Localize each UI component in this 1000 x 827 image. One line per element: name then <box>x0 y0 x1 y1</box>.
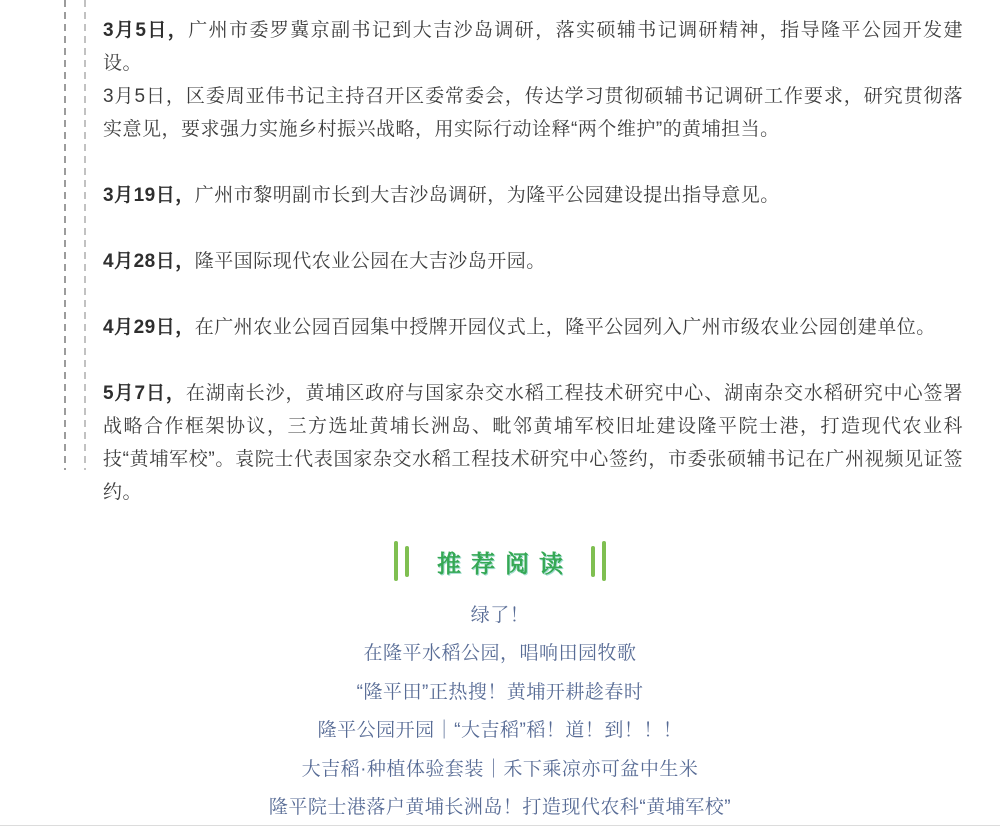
entry-text: 区委周亚伟书记主持召开区委常委会，传达学习贯彻硕辅书记调研工作要求，研究贯彻落实意见，要求强力实施乡村振兴战略，用实际行动诠释“两个维护”的黄埔担当。 <box>103 86 963 140</box>
timeline-entry <box>103 179 963 212</box>
entry-text: 在湖南长沙，黄埔区政府与国家杂交水稻工程技术研究中心、湖南杂交水稻研究中心签署战略合作框架协议，三方选址黄埔长洲岛、毗邻黄埔军校旧址建设隆平院士港，打造现代农业科技“黄埔军校”。袁院士代表国家杂交水稻工程技术研究中心签约，市委张硕辅书记在广州视频见证签约。 <box>103 383 963 503</box>
timeline-entry <box>103 245 963 278</box>
entry-date: 5月7日， <box>103 383 186 404</box>
entry-text: 广州市黎明副市长到大吉沙岛调研，为隆平公园建设提出指导意见。 <box>194 185 780 206</box>
entry-date: 3月5日， <box>103 20 189 41</box>
recommended-article-link[interactable]: 隆平院士港落户黄埔长洲岛！打造现代农科“黄埔军校” <box>268 797 732 819</box>
timeline-article <box>103 14 963 509</box>
timeline-entry <box>103 377 963 509</box>
timeline-entry <box>103 14 963 80</box>
green-bars-left-icon <box>394 541 409 581</box>
recommended-article-link[interactable]: “隆平田”正热搜！黄埔开耕趁春时 <box>356 681 644 703</box>
timeline-entry <box>103 311 963 344</box>
green-bar-icon <box>591 546 595 577</box>
recommended-article-link[interactable]: 在隆平水稻公园，唱响田园牧歌 <box>363 643 637 665</box>
recommended-reading-header <box>0 541 1000 581</box>
recommended-article-link[interactable]: 隆平公园开园｜“大吉稻”稻！道！到！！！ <box>317 720 683 742</box>
recommended-article-link[interactable]: 大吉稻·种植体验套装｜禾下乘凉亦可盆中生米 <box>301 758 699 780</box>
entry-text: 广州市委罗冀京副书记到大吉沙岛调研，落实硕辅书记调研精神，指导隆平公园开发建设。 <box>103 20 963 74</box>
recommended-links-list <box>0 597 1000 827</box>
entry-text: 在广州农业公园百园集中授牌开园仪式上，隆平公园列入广州市级农业公园创建单位。 <box>194 317 936 338</box>
entry-date: 4月28日， <box>103 251 195 272</box>
green-bars-right-icon <box>591 541 606 581</box>
dashed-border-left-outer <box>64 0 66 470</box>
recommended-reading-title: 推荐阅读 <box>437 550 573 578</box>
green-bar-icon <box>394 541 398 581</box>
entry-date: 3月19日， <box>103 185 195 206</box>
recommended-article-link[interactable]: 绿了！ <box>470 605 530 626</box>
dashed-border-left-inner <box>84 0 86 470</box>
entry-date: 3月5日， <box>103 86 186 107</box>
entry-text: 隆平国际现代农业公园在大吉沙岛开园。 <box>194 251 546 272</box>
green-bar-icon <box>602 541 606 581</box>
timeline-entry <box>103 80 963 146</box>
green-bar-icon <box>405 546 409 577</box>
entry-date: 4月29日， <box>103 317 195 338</box>
